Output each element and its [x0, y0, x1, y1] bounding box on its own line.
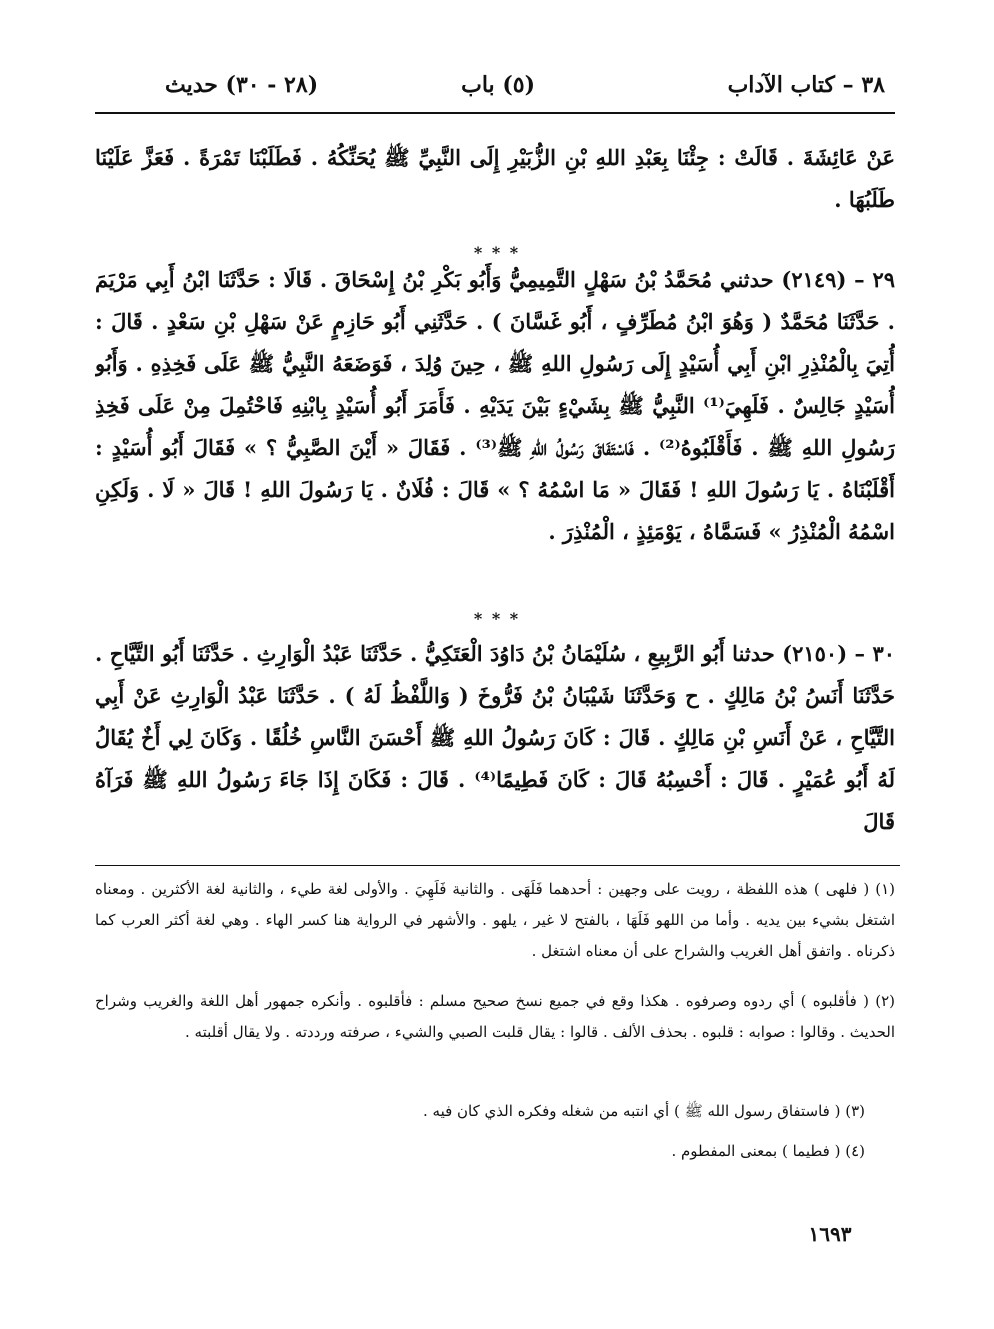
separator-stars: * * *: [473, 609, 521, 628]
running-header: [95, 72, 895, 108]
header-hadith-range: (٢٨ - ٣٠) حديث: [165, 72, 319, 98]
footnote-1: (١) ( فلهى ) هذه اللفظة ، رويت على وجهين : أحدهما فَلَهَى . والثانية فَلَهِيَ . والأولى لغة طيء ، والثانية لغة الأكثرين . ومعناه اشتغل بشيء بين يديه . وأما من اللهو فَلَهَا ، بالفتح لا غير ، يلهو . والأشهر في الرواية هنا كسر الهاء . وهي لغة أكثر العرب كما ذكرناه . واتفق أهل الغريب والشراح على أن معناه اشتغل .: [95, 880, 895, 960]
hadith-30: ٣٠ – (٢١٥٠) حدثنا أَبُو الرَّبِيعِ ، سُلَيْمَانُ بْنُ دَاوُدَ الْعَتَكِيُّ . حَدَّثَنَا عَبْدُ الْوَارِثِ . حَدَّثَنَا أَبُو التَّيَّاحِ . حَدَّثَنَا أَنَسُ بْنُ مَالِكٍ . ح وَحَدَّثَنَا شَيْبَانُ بْنُ فَرُّوخَ ( وَاللَّفْظُ لَهُ ) . حَدَّثَنَا عَبْدُ الْوَارِثِ عَنْ أَبِي التَّيَّاحِ ، عَنْ أَنَسِ بْنِ مَالِكٍ . قَالَ : كَانَ رَسُولُ اللهِ ﷺ أَحْسَنَ النَّاسِ خُلُقًا . وَكَانَ لِي أَخٌ يُقَالُ لَهُ أَبُو عُمَيْرٍ . قَالَ : أَحْسِبُهُ قَالَ : كَانَ فَطِيمًا⁽⁴⁾ . قَالَ : فَكَانَ إِذَا جَاءَ رَسُولُ اللهِ ﷺ فَرَآهُ قَالَ: [95, 641, 895, 834]
header-rule: [95, 112, 895, 114]
footnote-2: (٢) ( فأقلبوه ) أي ردوه وصرفوه . هكذا وقع في جميع نسخ صحيح مسلم : فأقلبوه . وأنكره جمهور أهل اللغة والغريب وشراح الحديث . وقالوا : صوابه : قلبوه . بحذف الألف . قالوا : يقال قلبت الصبي والشيء ، صرفته ورددته . ولا يقال أقلبته .: [95, 992, 895, 1041]
separator-stars: * * *: [473, 243, 521, 262]
intro-paragraph: عَنْ عَائِشَةَ . قَالَتْ : جِئْنَا بِعَبْدِ اللهِ بْنِ الزُّبَيْرِ إِلَى النَّبِيِّ ﷺ يُحَنِّكُهُ . فَطَلَبْنَا تَمْرَةً . فَعَزَّ عَلَيْنَا طَلَبُهَا .: [95, 145, 895, 212]
header-chapter: (٥) باب: [461, 72, 535, 98]
footnote-4: (٤) ( فطيما ) بمعنى المفطوم .: [671, 1142, 865, 1160]
header-page-book: ٣٨ – كتاب الآداب: [727, 72, 885, 98]
footnote-3: (٣) ( فاستفاق رسول الله ﷺ ) أي انتبه من شغله وفكره الذي كان فيه .: [423, 1102, 865, 1120]
hadith-29: ٢٩ – (٢١٤٩) حدثني مُحَمَّدُ بْنُ سَهْلٍ التَّمِيمِيُّ وَأَبُو بَكْرِ بْنُ إِسْحَاقَ . قَالَا : حَدَّثَنَا ابْنُ أَبِي مَرْيَمَ . حَدَّثَنَا مُحَمَّدٌ ( وَهُوَ ابْنُ مُطَرِّفٍ ، أَبُو غَسَّانَ ) . حَدَّثَنِي أَبُو حَازِمٍ عَنْ سَهْلِ بْنِ سَعْدٍ . قَالَ : أُتِيَ بِالْمُنْذِرِ ابْنِ أَبِي أُسَيْدٍ إِلَى رَسُولِ اللهِ ﷺ ، حِينَ وُلِدَ ، فَوَضَعَهُ النَّبِيُّ ﷺ عَلَى فَخِذِهِ . وَأَبُو أُسَيْدٍ جَالِسٌ . فَلَهِيَ⁽¹⁾ النَّبِيُّ ﷺ بِشَيْءٍ بَيْنَ يَدَيْهِ . فَأَمَرَ أَبُو أُسَيْدٍ بِابْنِهِ فَاحْتُمِلَ مِنْ عَلَى فَخِذِ رَسُولِ اللهِ ﷺ . فَأَقْلَبُوهُ⁽²⁾ . فَاسْتَفَاقَ رَسُولُ اللهِ ﷺ⁽³⁾ . فَقَالَ « أَيْنَ الصَّبِيُّ ؟ » فَقَالَ أَبُو أُسَيْدٍ : أَقْلَبْنَاهُ . يَا رَسُولَ اللهِ ! فَقَالَ « مَا اسْمُهُ ؟ » قَالَ : فُلَانٌ . يَا رَسُولَ اللهِ ! قَالَ « لَا . وَلَكِنِ اسْمُهُ الْمُنْذِرُ » فَسَمَّاهُ ، يَوْمَئِذٍ ، الْمُنْذِرَ .: [95, 267, 895, 544]
footnote-rule: [95, 865, 900, 866]
page-number: ١٦٩٣: [808, 1222, 852, 1246]
